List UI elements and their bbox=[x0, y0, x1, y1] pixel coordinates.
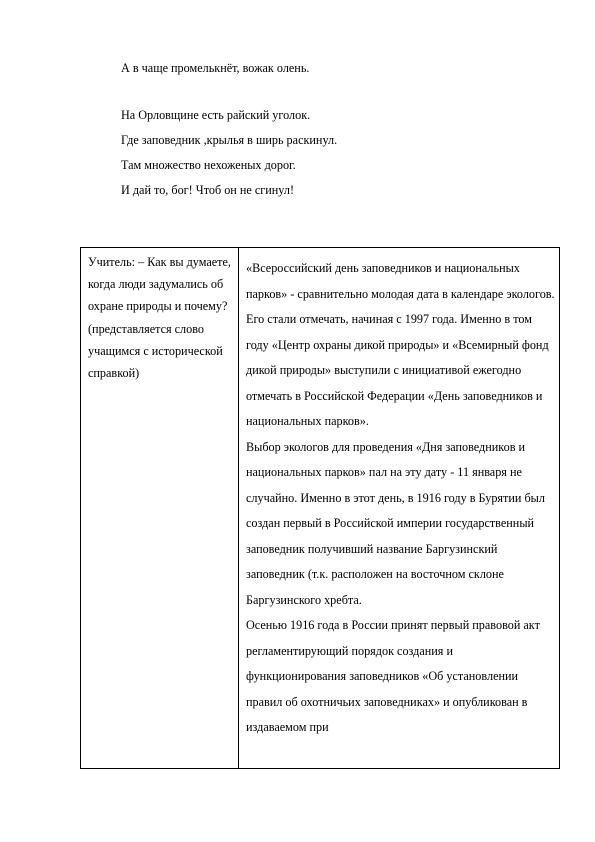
teacher-question: Учитель: – Как вы думаете, когда люди задумались об охране природы и почему? (представляется слово учащимся с исторической справкой) bbox=[88, 255, 231, 381]
history-paragraph: Осенью 1916 года в России принят первый правовой акт регламентирующий порядок создания и функционирования заповедников «Об установлении правил об охотничьих заповедниках» и опубликован в издаваемом при bbox=[246, 618, 540, 734]
history-text bbox=[239, 248, 559, 741]
history-paragraph: «Всероссийский день заповедников и национальных парков» - сравнительно молодая дата в календаре экологов. Его стали отмечать, начиная с 1997 года. Именно в том году «Центр охраны дикой природы» и «Всемирный фонд дикой природы» выступили с инициативой ежегодно отмечать в Российской Федерации «День заповедников и национальных парков». bbox=[246, 261, 555, 428]
poem-line: Где заповедник ,крылья в ширь раскинул. bbox=[121, 133, 338, 147]
table-row bbox=[81, 248, 560, 769]
poem-line: На Орловщине есть райский уголок. bbox=[121, 108, 311, 122]
poem-line: А в чаще промелькнёт, вожак олень. bbox=[121, 61, 310, 75]
poem-line: И дай то, бог! Чтоб он не сгинул! bbox=[121, 183, 294, 197]
lesson-table bbox=[80, 247, 560, 769]
history-cell bbox=[239, 248, 560, 769]
teacher-cell bbox=[81, 248, 239, 769]
history-paragraph: Выбор экологов для проведения «Дня заповедников и национальных парков» пал на эту дату - 11 января не случайно. Именно в этот день, в 1916 году в Бурятии был создан первый в Российской империи государственный заповедник получивший название Баргузинский заповедник (т.к. расположен на восточном склоне Баргузинского хребта. bbox=[246, 439, 545, 607]
poem-line: Там множество нехоженых дорог. bbox=[121, 158, 296, 172]
